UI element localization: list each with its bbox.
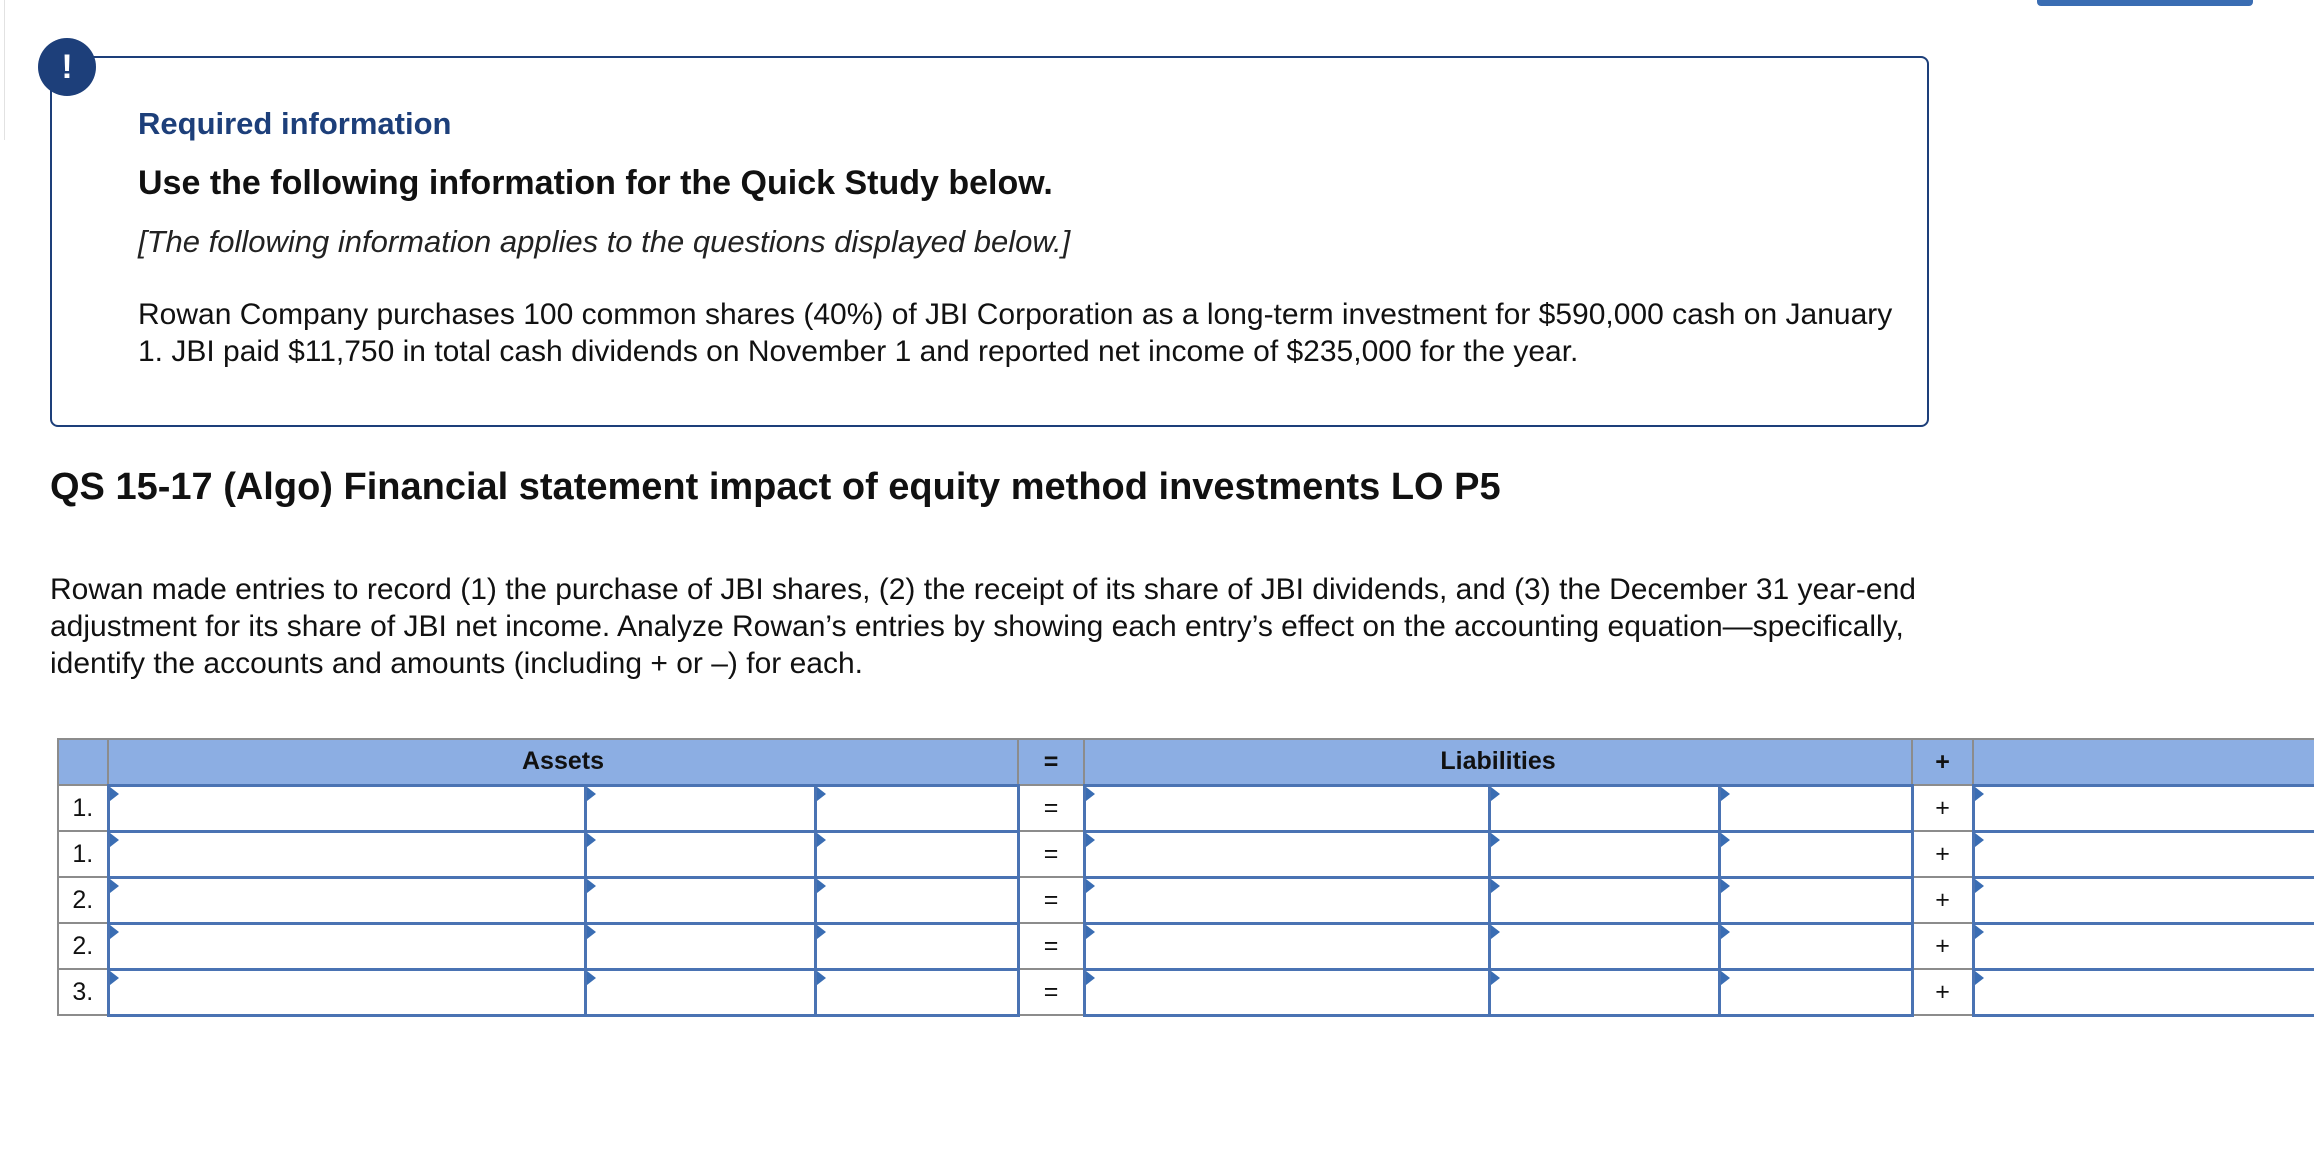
- table-row: [58, 877, 2314, 923]
- liability-account-input[interactable]: [1086, 787, 1488, 830]
- left-edge-divider: [0, 0, 5, 140]
- asset-amount-2-cell[interactable]: [815, 831, 1018, 877]
- asset-amount-1-cell[interactable]: [585, 785, 815, 831]
- row-label: 2.: [58, 877, 108, 923]
- liability-account-cell[interactable]: [1084, 969, 1489, 1015]
- liability-account-input[interactable]: [1086, 879, 1488, 922]
- liability-account-cell[interactable]: [1084, 831, 1489, 877]
- row-label: 3.: [58, 969, 108, 1015]
- liability-amount-2-input[interactable]: [1721, 833, 1911, 876]
- asset-amount-2-cell[interactable]: [815, 923, 1018, 969]
- asset-account-input[interactable]: [110, 833, 584, 876]
- asset-account-input[interactable]: [110, 879, 584, 922]
- applies-note: [The following information applies to the questions displayed below.]: [138, 224, 1071, 259]
- plus-sign: +: [1912, 969, 1973, 1015]
- equity-account-cell[interactable]: [1973, 923, 2314, 969]
- equity-account-input[interactable]: [1975, 787, 2314, 830]
- asset-account-input[interactable]: [110, 971, 584, 1014]
- liability-amount-1-cell[interactable]: [1489, 877, 1719, 923]
- liability-account-input[interactable]: [1086, 971, 1488, 1014]
- plus-sign: +: [1912, 877, 1973, 923]
- liability-amount-2-cell[interactable]: [1719, 831, 1912, 877]
- liability-amount-1-input[interactable]: [1491, 833, 1718, 876]
- asset-account-cell[interactable]: [108, 877, 585, 923]
- liability-account-cell[interactable]: [1084, 877, 1489, 923]
- asset-amount-1-input[interactable]: [587, 971, 814, 1014]
- asset-account-cell[interactable]: [108, 969, 585, 1015]
- asset-account-input[interactable]: [110, 925, 584, 968]
- liability-account-input[interactable]: [1086, 925, 1488, 968]
- table-body: [58, 785, 2314, 1015]
- equity-account-input[interactable]: [1975, 879, 2314, 922]
- required-info-title: Required information: [138, 106, 452, 141]
- asset-amount-1-input[interactable]: [587, 833, 814, 876]
- liability-account-cell[interactable]: [1084, 785, 1489, 831]
- liability-amount-1-input[interactable]: [1491, 879, 1718, 922]
- liability-amount-1-input[interactable]: [1491, 787, 1718, 830]
- equity-header: [1973, 739, 2314, 785]
- asset-amount-2-cell[interactable]: [815, 877, 1018, 923]
- scenario-text: Rowan Company purchases 100 common shares (40%) of JBI Corporation as a long-term investment for $590,000 cash on January 1. JBI paid $11,750 in total cash dividends on November 1 and reported net income of $235,000 for the year.: [138, 298, 1893, 368]
- asset-amount-2-input[interactable]: [817, 925, 1017, 968]
- liability-amount-1-input[interactable]: [1491, 971, 1718, 1014]
- row-label: 1.: [58, 831, 108, 877]
- table-row: [58, 785, 2314, 831]
- asset-amount-1-input[interactable]: [587, 787, 814, 830]
- liability-amount-2-input[interactable]: [1721, 879, 1911, 922]
- asset-amount-1-cell[interactable]: [585, 877, 815, 923]
- asset-amount-2-input[interactable]: [817, 879, 1017, 922]
- liability-account-cell[interactable]: [1084, 923, 1489, 969]
- liabilities-header: Liabilities: [1084, 739, 1912, 785]
- asset-amount-1-input[interactable]: [587, 879, 814, 922]
- equals-sign: =: [1018, 969, 1084, 1015]
- plus-sign: +: [1912, 923, 1973, 969]
- liability-amount-1-input[interactable]: [1491, 925, 1718, 968]
- liability-amount-2-cell[interactable]: [1719, 877, 1912, 923]
- equity-account-cell[interactable]: [1973, 785, 2314, 831]
- equals-sign: =: [1018, 877, 1084, 923]
- question-instructions: Rowan made entries to record (1) the purchase of JBI shares, (2) the receipt of its share of JBI dividends, and (3) the December 31 year-end adjustment for its share of JBI net income. Analyze Rowan’s entries by showing each entry’s effect on the accounting equation—specifically, identify the accounts and amounts (including + or –) for each.: [50, 573, 1916, 680]
- asset-amount-2-input[interactable]: [817, 787, 1017, 830]
- equity-account-cell[interactable]: [1973, 831, 2314, 877]
- top-accent-bar: [2037, 0, 2253, 6]
- liability-amount-1-cell[interactable]: [1489, 831, 1719, 877]
- equals-sign: =: [1018, 785, 1084, 831]
- table-row: [58, 831, 2314, 877]
- required-information-box: [50, 56, 1929, 427]
- table-row: [58, 969, 2314, 1015]
- liability-account-input[interactable]: [1086, 833, 1488, 876]
- asset-account-cell[interactable]: [108, 831, 585, 877]
- liability-amount-2-cell[interactable]: [1719, 969, 1912, 1015]
- asset-amount-2-input[interactable]: [817, 971, 1017, 1014]
- table-row: [58, 923, 2314, 969]
- row-label: 2.: [58, 923, 108, 969]
- asset-amount-1-input[interactable]: [587, 925, 814, 968]
- asset-amount-2-cell[interactable]: [815, 969, 1018, 1015]
- equals-sign: =: [1018, 831, 1084, 877]
- liability-amount-1-cell[interactable]: [1489, 923, 1719, 969]
- plus-sign: +: [1912, 831, 1973, 877]
- equals-sign: =: [1018, 923, 1084, 969]
- asset-account-cell[interactable]: [108, 923, 585, 969]
- liability-amount-2-input[interactable]: [1721, 925, 1911, 968]
- equals-header: =: [1018, 739, 1084, 785]
- equity-account-cell[interactable]: [1973, 877, 2314, 923]
- liability-amount-2-input[interactable]: [1721, 971, 1911, 1014]
- liability-amount-2-input[interactable]: [1721, 787, 1911, 830]
- equity-account-input[interactable]: [1975, 925, 2314, 968]
- asset-amount-2-input[interactable]: [817, 833, 1017, 876]
- liability-amount-1-cell[interactable]: [1489, 969, 1719, 1015]
- liability-amount-2-cell[interactable]: [1719, 923, 1912, 969]
- equity-account-input[interactable]: [1975, 833, 2314, 876]
- asset-amount-2-cell[interactable]: [815, 785, 1018, 831]
- asset-amount-1-cell[interactable]: [585, 969, 815, 1015]
- equity-account-cell[interactable]: [1973, 969, 2314, 1015]
- asset-amount-1-cell[interactable]: [585, 831, 815, 877]
- asset-account-cell[interactable]: [108, 785, 585, 831]
- asset-account-input[interactable]: [110, 787, 584, 830]
- liability-amount-2-cell[interactable]: [1719, 785, 1912, 831]
- alert-icon: !: [38, 38, 96, 96]
- plus-sign: +: [1912, 785, 1973, 831]
- assets-header: Assets: [108, 739, 1018, 785]
- row-label: 1.: [58, 785, 108, 831]
- asset-amount-1-cell[interactable]: [585, 923, 815, 969]
- question-title: QS 15-17 (Algo) Financial statement impact of equity method investments LO P5: [50, 466, 1501, 508]
- plus-header: +: [1912, 739, 1973, 785]
- liability-amount-1-cell[interactable]: [1489, 785, 1719, 831]
- info-heading: Use the following information for the Quick Study below.: [138, 164, 1053, 202]
- equity-account-input[interactable]: [1975, 971, 2314, 1014]
- row-label-header: [58, 739, 108, 785]
- accounting-equation-table: [57, 738, 2314, 1017]
- table-header-row: [58, 739, 2314, 785]
